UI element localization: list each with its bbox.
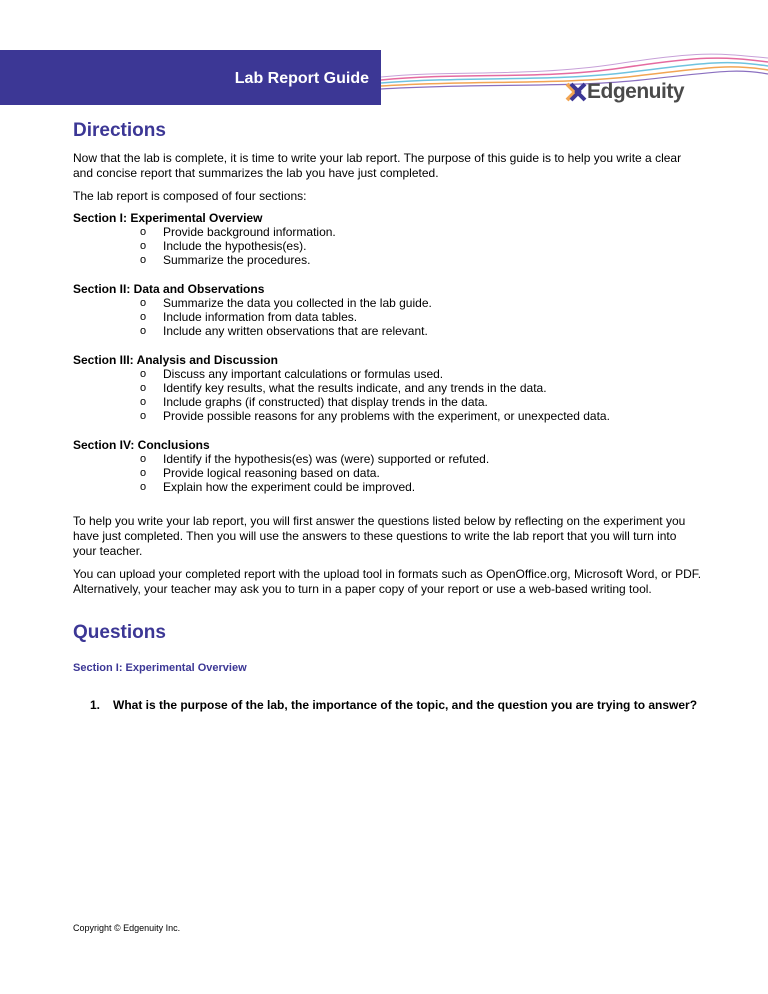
section-label: Section II: Data and Observations <box>73 282 265 296</box>
section-label: Section III: Analysis and Discussion <box>73 353 278 367</box>
list-item: o Provide logical reasoning based on data. <box>140 466 703 480</box>
section-label: Section I: Experimental Overview <box>73 211 263 225</box>
section-bullets <box>73 225 703 267</box>
list-item: o Identify key results, what the results indicate, and any trends in the data. <box>140 381 703 395</box>
page-title: Lab Report Guide <box>234 70 369 87</box>
question-item <box>73 698 703 713</box>
edgenuity-logo <box>565 79 684 105</box>
section-block <box>73 438 703 494</box>
upload-paragraph: You can upload your completed report with the upload tool in formats such as OpenOffice.org, Microsoft Word, or PDF. Alternatively, your teacher may ask you to turn in a paper copy of your report or use a web-based writing tool. <box>73 567 702 596</box>
list-item: o Summarize the procedures. <box>140 253 703 267</box>
section-bullets <box>73 452 703 494</box>
section-block <box>73 282 703 338</box>
list-item: o Identify if the hypothesis(es) was (were) supported or refuted. <box>140 452 703 466</box>
logo-x-icon <box>565 82 587 102</box>
list-item: o Provide background information. <box>140 225 703 239</box>
list-item: o Include any written observations that are relevant. <box>140 324 703 338</box>
section-bullets <box>73 296 703 338</box>
list-item: o Explain how the experiment could be improved. <box>140 480 703 494</box>
list-item: o Include the hypothesis(es). <box>140 239 703 253</box>
document-body <box>73 120 703 713</box>
question-text: What is the purpose of the lab, the importance of the topic, and the question you are trying to answer? <box>113 698 698 712</box>
header-banner <box>0 50 381 105</box>
list-item: o Summarize the data you collected in the lab guide. <box>140 296 703 310</box>
section-label: Section IV: Conclusions <box>73 438 210 452</box>
composed-paragraph: The lab report is composed of four sections: <box>73 189 307 203</box>
questions-heading: Questions <box>73 622 166 643</box>
help-paragraph: To help you write your lab report, you will first answer the questions listed below by reflecting on the experiment you have just completed. Then you will use the answers to these questions to write the lab report that you will turn into your teacher. <box>73 514 686 558</box>
list-item: o Discuss any important calculations or formulas used. <box>140 367 703 381</box>
list-item: o Provide possible reasons for any problems with the experiment, or unexpected data. <box>140 409 703 423</box>
logo-wordmark: Edgenuity <box>587 80 685 103</box>
list-item: o Include graphs (if constructed) that display trends in the data. <box>140 395 703 409</box>
directions-heading: Directions <box>73 120 166 141</box>
list-item: o Include information from data tables. <box>140 310 703 324</box>
questions-subheading: Section I: Experimental Overview <box>73 662 247 674</box>
intro-paragraph: Now that the lab is complete, it is time to write your lab report. The purpose of this guide is to help you write a clear and concise report that summarizes the lab you have just completed. <box>73 151 682 180</box>
question-number: 1. <box>90 698 101 712</box>
section-block <box>73 353 703 423</box>
copyright-footer: Copyright © Edgenuity Inc. <box>73 923 181 933</box>
section-block <box>73 211 703 267</box>
section-bullets <box>73 367 703 423</box>
